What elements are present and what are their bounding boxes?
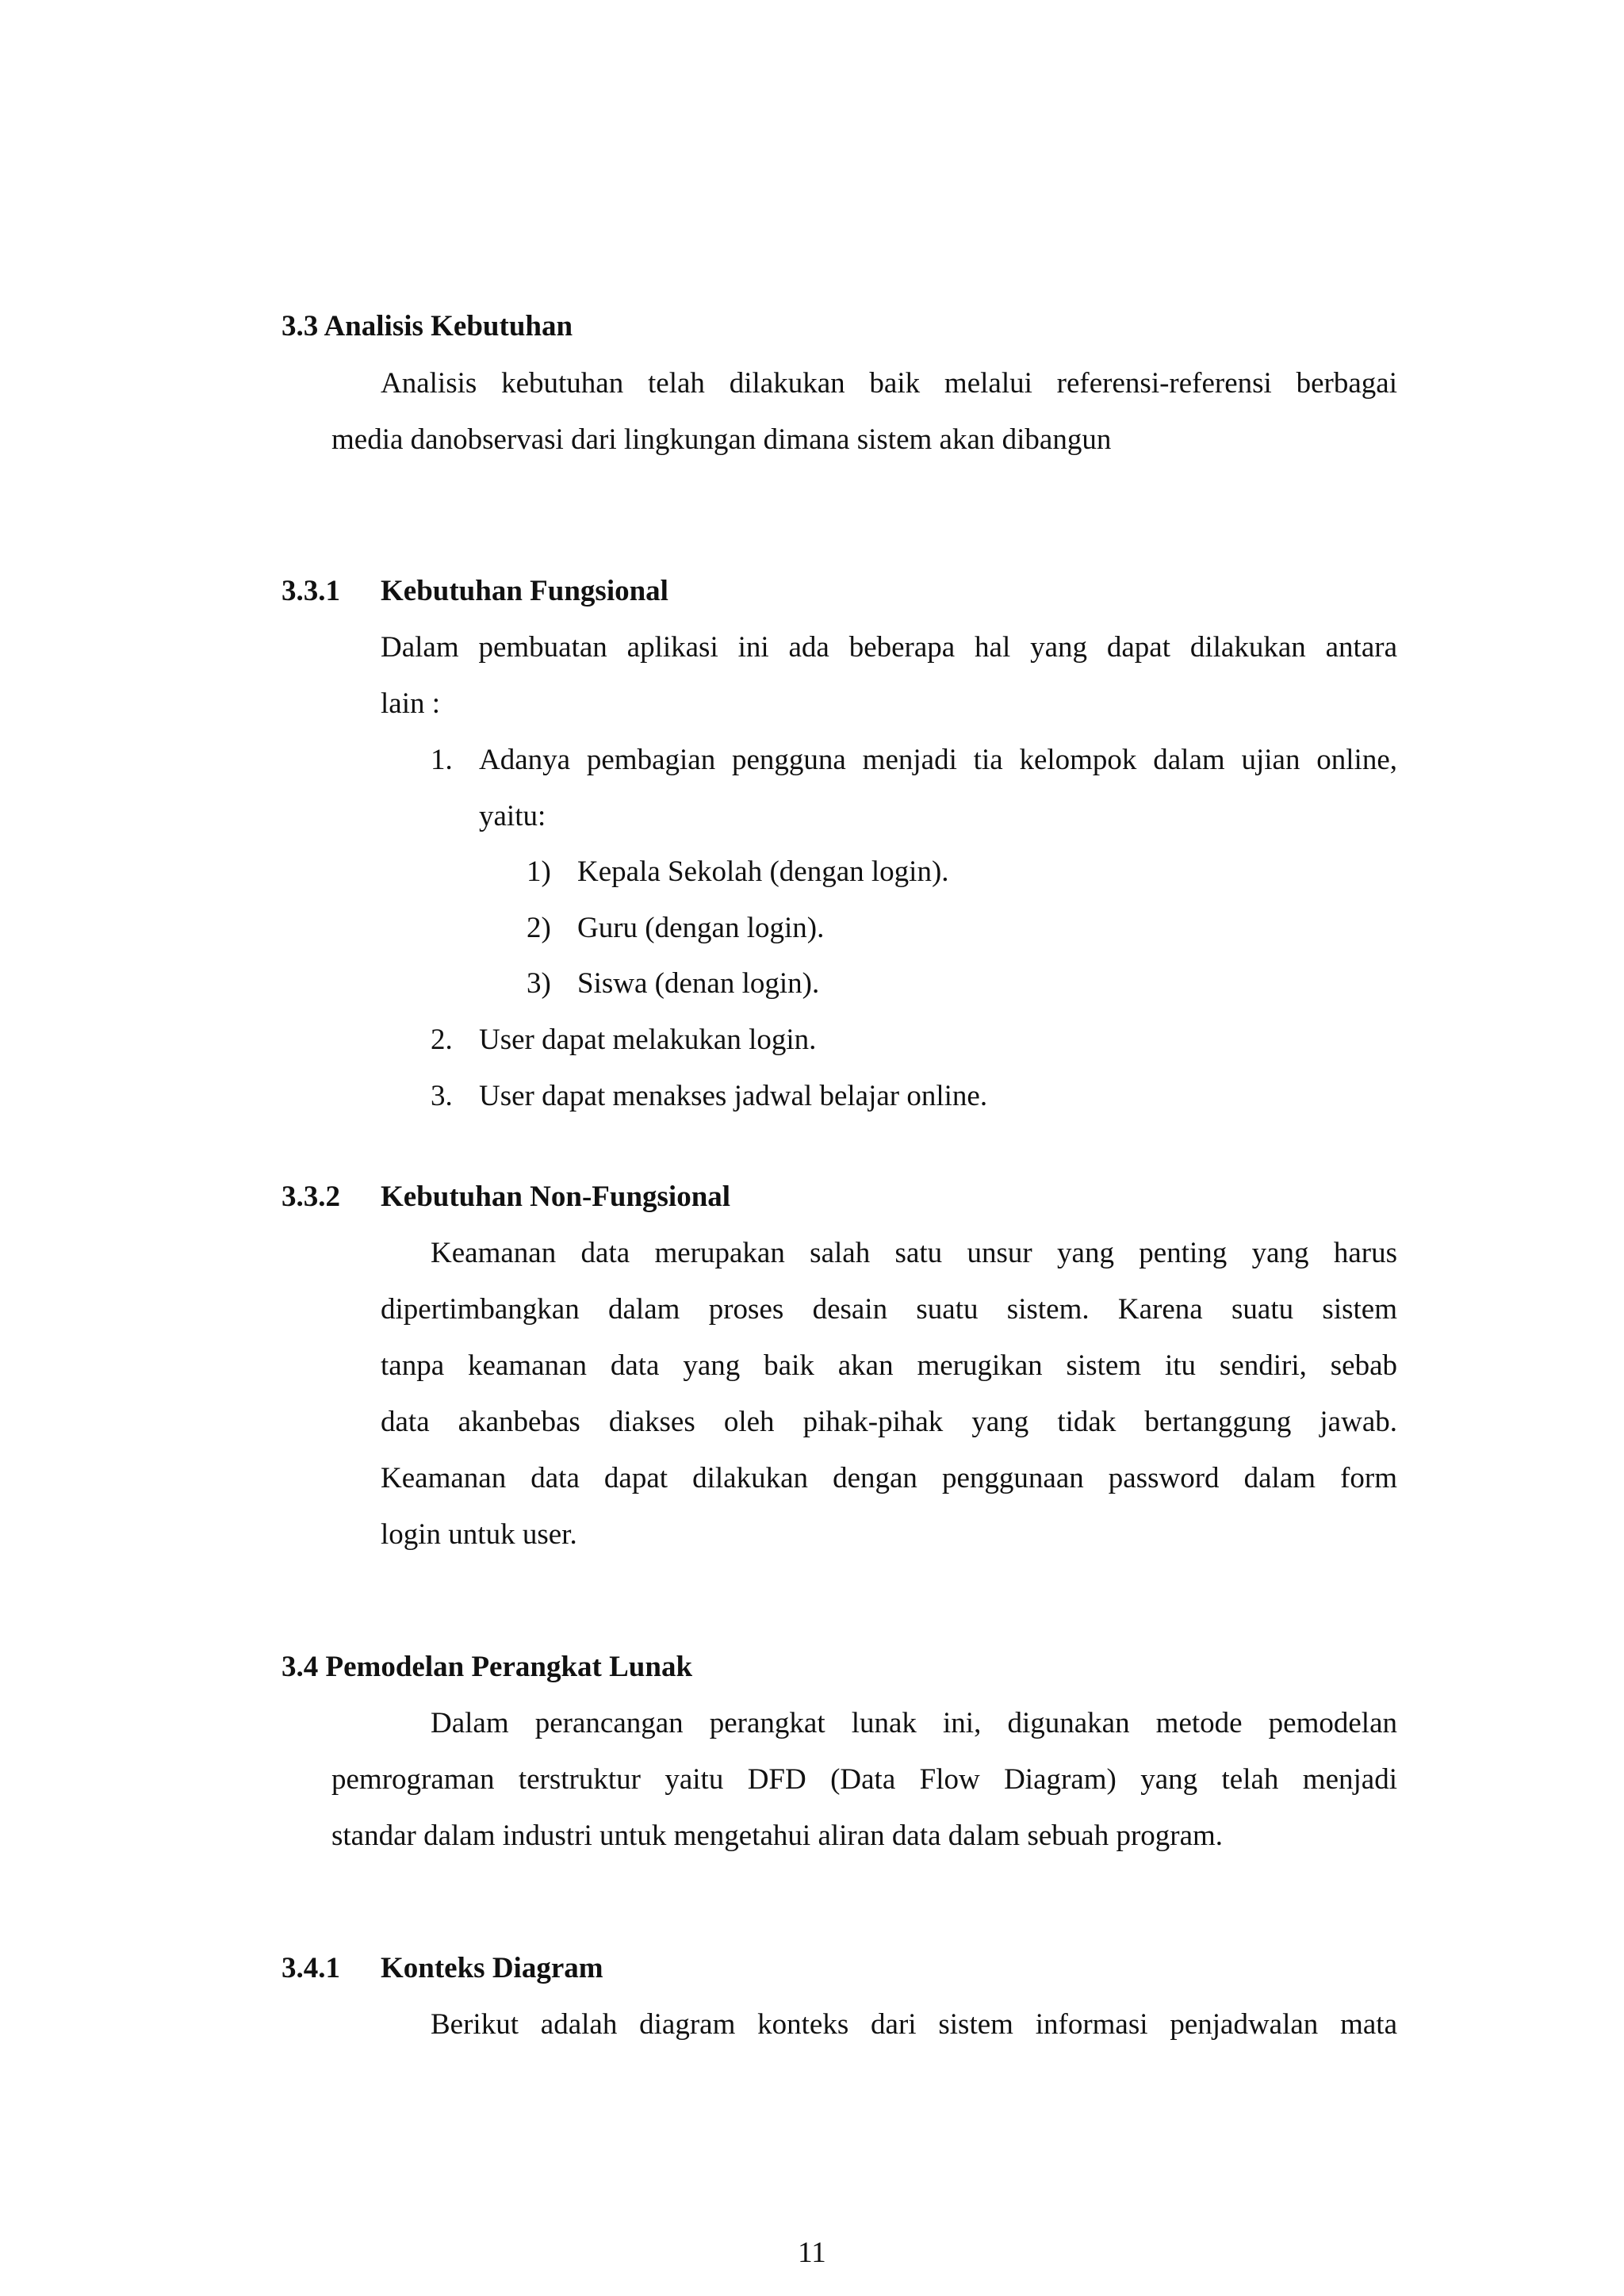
list-item-2-text: User dapat melakukan login.	[479, 1024, 817, 1056]
section-3-3-1-title: Kebutuhan Fungsional	[381, 575, 668, 607]
list-item-2-marker: 2.	[431, 1024, 453, 1056]
page-number: 11	[798, 2237, 826, 2269]
section-3-3-2-title: Kebutuhan Non-Fungsional	[381, 1181, 731, 1213]
section-3-4-1-title: Konteks Diagram	[381, 1952, 603, 1984]
section-3-4-paragraph-line-2: pemrograman terstruktur yaitu DFD (Data Flow Diagram) yang telah menjadi	[331, 1763, 1397, 1796]
sub-item-2-text: Guru (dengan login).	[577, 912, 825, 944]
section-3-3-2-number: 3.3.2	[282, 1181, 340, 1213]
section-3-3-1-number: 3.3.1	[282, 575, 340, 607]
section-3-3-2-paragraph-line-1: Keamanan data merupakan salah satu unsur yang penting yang harus	[431, 1237, 1397, 1269]
section-3-3-paragraph-line-1: Analisis kebutuhan telah dilakukan baik melalui referensi-referensi berbagai	[381, 367, 1397, 400]
section-3-3-2-paragraph-line-5: Keamanan data dapat dilakukan dengan penggunaan password dalam form	[381, 1462, 1397, 1494]
list-item-1-line-1: Adanya pembagian pengguna menjadi tia kelompok dalam ujian online,	[479, 744, 1397, 776]
sub-item-3-text: Siswa (denan login).	[577, 967, 820, 1000]
list-item-1-marker: 1.	[431, 744, 453, 776]
sub-item-2-marker: 2)	[527, 912, 551, 944]
list-item-3-marker: 3.	[431, 1080, 453, 1112]
section-3-3-2-paragraph-line-2: dipertimbangkan dalam proses desain suatu sistem. Karena suatu sistem	[381, 1293, 1397, 1326]
section-3-4-heading: 3.4 Pemodelan Perangkat Lunak	[282, 1651, 693, 1683]
section-3-3-2-paragraph-line-3: tanpa keamanan data yang baik akan merugikan sistem itu sendiri, sebab	[381, 1349, 1397, 1382]
section-3-4-1-paragraph-line-1: Berikut adalah diagram konteks dari sistem informasi penjadwalan mata	[431, 2008, 1397, 2041]
section-3-3-2-paragraph-line-4: data akanbebas diakses oleh pihak-pihak yang tidak bertanggung jawab.	[381, 1406, 1397, 1438]
section-3-3-paragraph-line-2: media danobservasi dari lingkungan dimana sistem akan dibangun	[331, 423, 1112, 456]
section-3-4-paragraph-line-1: Dalam perancangan perangkat lunak ini, digunakan metode pemodelan	[431, 1707, 1397, 1739]
section-3-3-1-intro-line-1: Dalam pembuatan aplikasi ini ada beberapa hal yang dapat dilakukan antara	[381, 631, 1397, 664]
section-3-4-paragraph-line-3: standar dalam industri untuk mengetahui aliran data dalam sebuah program.	[331, 1820, 1224, 1852]
section-3-3-heading: 3.3 Analisis Kebutuhan	[282, 310, 573, 342]
section-3-3-2-paragraph-line-6: login untuk user.	[381, 1518, 577, 1551]
section-3-4-1-number: 3.4.1	[282, 1952, 340, 1984]
section-3-3-1-intro-line-2: lain :	[381, 687, 441, 720]
sub-item-1-marker: 1)	[527, 855, 551, 888]
list-item-3-text: User dapat menakses jadwal belajar online.	[479, 1080, 988, 1112]
list-item-1-line-2: yaitu:	[479, 800, 546, 832]
sub-item-1-text: Kepala Sekolah (dengan login).	[577, 855, 949, 888]
sub-item-3-marker: 3)	[527, 967, 551, 1000]
